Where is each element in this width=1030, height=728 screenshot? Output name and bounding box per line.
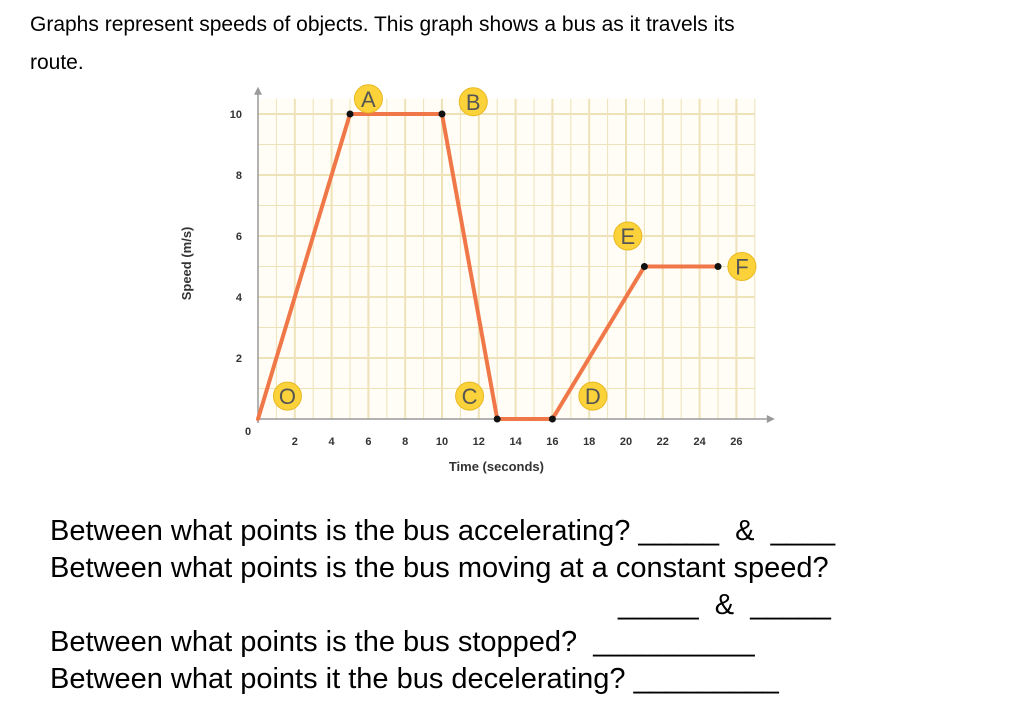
- x-tick-label: 2: [291, 436, 298, 448]
- question-decelerating: Between what points it the bus decelerating? _________: [50, 663, 779, 695]
- y-tick-label: 4: [235, 292, 242, 304]
- x-axis-arrow: [767, 415, 775, 423]
- question-constant-speed: Between what points is the bus moving at a constant speed?: [50, 552, 829, 584]
- questions: [50, 513, 1010, 698]
- data-point-marker: [549, 416, 556, 423]
- data-point-marker: [439, 111, 446, 118]
- data-point-marker: [347, 111, 354, 118]
- question-constant-speed-blanks: _____ & _____: [618, 589, 831, 621]
- question-accelerating: Between what points is the bus accelerating? _____ & ____: [50, 515, 836, 547]
- x-tick-label: 4: [328, 436, 335, 448]
- x-tick-label: 18: [583, 436, 596, 448]
- point-label: A: [361, 86, 376, 112]
- x-tick-label: 20: [619, 436, 633, 448]
- point-label: C: [461, 384, 478, 410]
- x-tick-label: 14: [509, 436, 522, 448]
- x-tick-label: 26: [730, 436, 743, 448]
- point-label: B: [465, 89, 481, 115]
- data-point-marker: [494, 416, 501, 423]
- x-tick-label: 22: [656, 436, 669, 448]
- question-stopped: Between what points is the bus stopped? __________: [50, 626, 755, 658]
- x-tick-label: 12: [472, 436, 485, 448]
- x-tick-label: 24: [693, 436, 706, 448]
- point-label: O: [278, 384, 297, 410]
- x-tick-label: 6: [365, 436, 372, 448]
- y-axis-label: Speed (m/s): [179, 226, 194, 301]
- point-label: F: [735, 254, 749, 280]
- data-point-marker: [715, 263, 722, 270]
- point-label: D: [584, 384, 601, 410]
- x-tick-label: 8: [402, 436, 409, 448]
- y-axis-arrow: [254, 87, 262, 95]
- y-tick-label: 10: [229, 109, 242, 121]
- x-tick-label: 16: [546, 436, 559, 448]
- data-point-marker: [641, 263, 648, 270]
- point-label: E: [620, 224, 636, 249]
- intro-line-2: route.: [30, 51, 84, 74]
- x-axis-label: Time (seconds): [448, 459, 544, 474]
- intro-line-1: Graphs represent speeds of objects. This graph shows a bus as it travels its: [30, 13, 735, 36]
- y-tick-label: 8: [235, 170, 242, 182]
- x-tick-label: 10: [435, 436, 449, 448]
- y-tick-label: 2: [235, 353, 242, 365]
- y-tick-label: 6: [235, 231, 242, 243]
- origin-label: 0: [244, 426, 252, 438]
